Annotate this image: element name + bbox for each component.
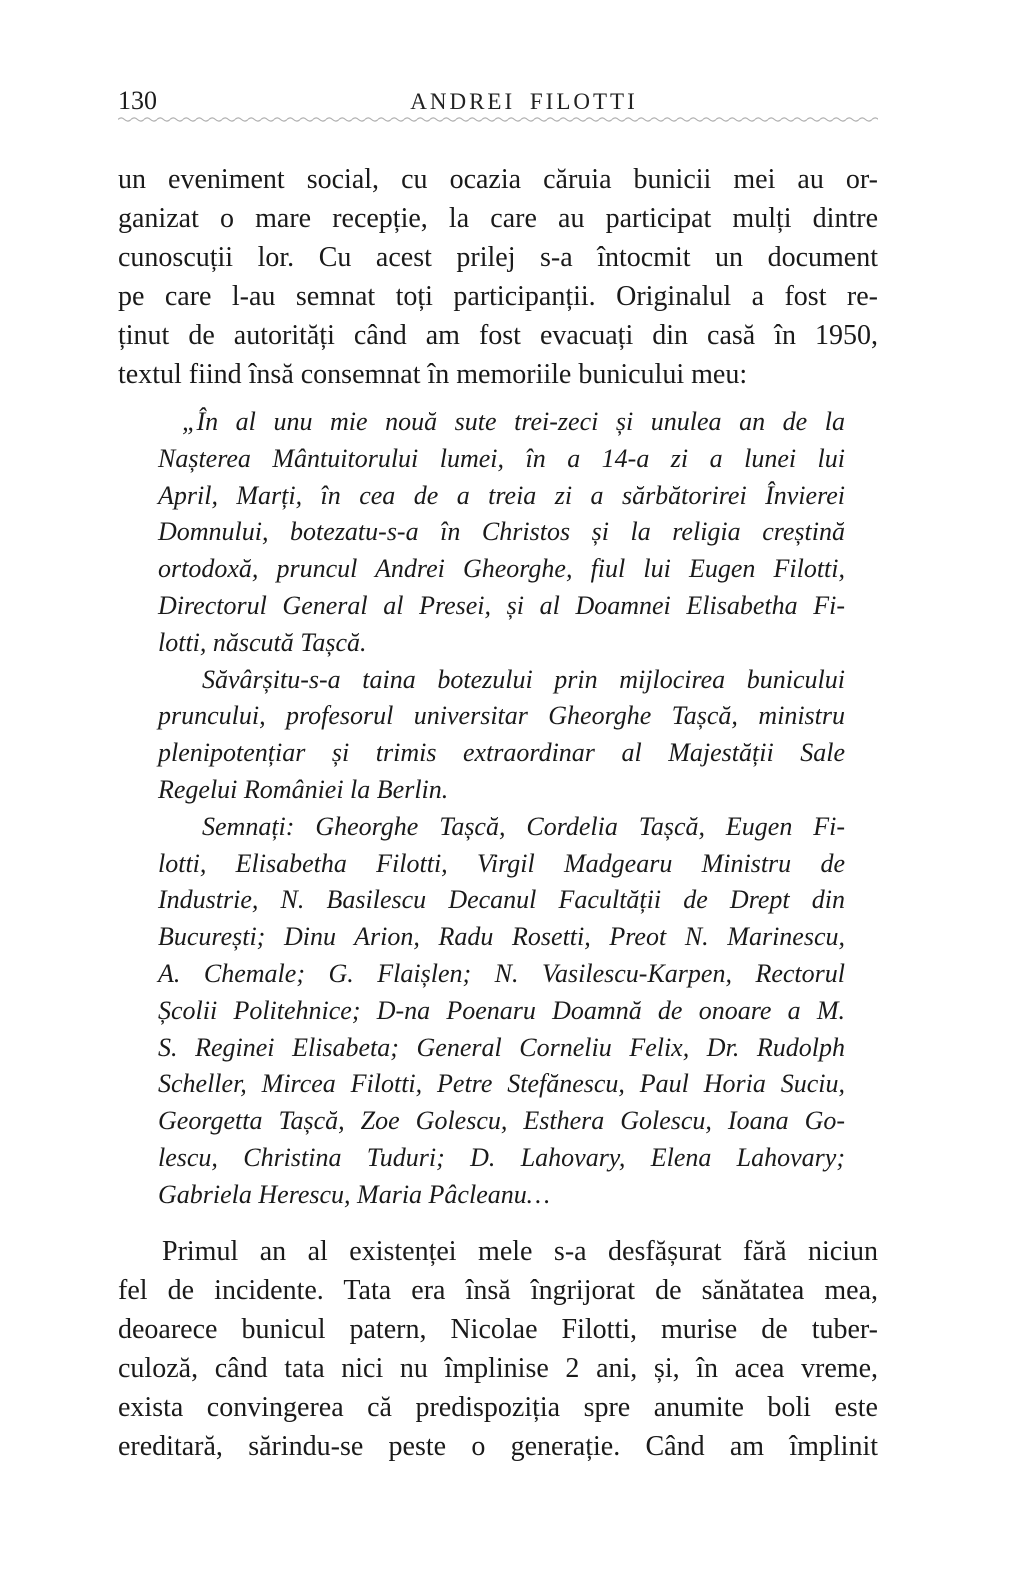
text-line: Directorul General al Presei, și al Doamnei Elisabetha Fi-: [158, 590, 845, 620]
text-line: Semnați: Gheorghe Tașcă, Cordelia Tașcă, Eugen Fi-: [202, 811, 845, 841]
text-line: plenipotențiar și trimis extraordinar al Majestății Sale: [158, 738, 845, 768]
text-line: București; Dinu Arion, Radu Rosetti, Preot N. Marinescu,: [158, 922, 845, 952]
text-line: Domnului, botezatu-s-a în Christos și la religia creștină: [158, 517, 845, 547]
text-line: lotti, Elisabetha Filotti, Virgil Madgearu Ministru de: [158, 848, 845, 878]
text-line: deoarece bunicul patern, Nicolae Filotti, murise de tuber-: [118, 1313, 878, 1345]
text-line: S. Reginei Elisabeta; General Corneliu Felix, Dr. Rudolph: [158, 1032, 845, 1062]
text-line: pe care l-au semnat toți participanții. Originalul a fost re-: [118, 281, 878, 312]
quote-paragraph: [158, 404, 845, 662]
quote-paragraph: [158, 662, 845, 809]
text-line: Primul an al existenței mele s-a desfășurat fără niciun: [162, 1235, 878, 1267]
text-line: Săvârșitu-s-a taina botezului prin mijlocirea bunicului: [202, 664, 845, 694]
text-line: Nașterea Mântuitorului lumei, în a 14-a zi a lunei lui: [158, 443, 845, 473]
text-line: Regelui României la Berlin.: [158, 774, 449, 804]
text-line: Georgetta Tașcă, Zoe Golescu, Esthera Golescu, Ioana Go-: [158, 1106, 845, 1136]
running-title: ANDREI FILOTTI: [410, 89, 638, 114]
quote-paragraph: [158, 809, 845, 1214]
text-line: ganizat o mare recepție, la care au participat mulți dintre: [118, 203, 878, 234]
text-line: A. Chemale; G. Flaișlen; N. Vasilescu-Karpen, Rectorul: [158, 958, 845, 988]
body-paragraph: [118, 160, 878, 394]
page-text: [118, 160, 878, 1466]
page-header: [118, 84, 878, 114]
text-line: ortodoxă, pruncul Andrei Gheorghe, fiul lui Eugen Filotti,: [158, 554, 845, 584]
page-number: 130: [118, 86, 157, 115]
text-line: ținut de autorități când am fost evacuați din casă în 1950,: [118, 320, 878, 351]
text-line: cunoscuții lor. Cu acest prilej s-a întocmit un document: [118, 242, 878, 273]
text-line: ereditară, sărindu-se peste o generație. Când am împlinit: [118, 1430, 878, 1462]
body-paragraph: [118, 1232, 878, 1466]
text-line: lescu, Christina Tuduri; D. Lahovary, Elena Lahovary;: [158, 1142, 845, 1172]
text-line: Școlii Politehnice; D-na Poenaru Doamnă de onoare a M.: [158, 995, 845, 1025]
text-line: culoză, când tata nici nu împlinise 2 ani, și, în acea vreme,: [118, 1352, 878, 1384]
text-line: textul fiind însă consemnat în memoriile bunicului meu:: [118, 359, 748, 390]
text-line: Scheller, Mircea Filotti, Petre Stefănescu, Paul Horia Suciu,: [158, 1069, 845, 1099]
text-line: April, Marți, în cea de a treia zi a sărbătorirei Învierei: [158, 480, 845, 510]
text-line: pruncului, profesorul universitar Gheorghe Tașcă, ministru: [158, 701, 845, 731]
text-line: lotti, născută Tașcă.: [158, 627, 367, 657]
text-line: Industrie, N. Basilescu Decanul Facultății de Drept din: [158, 885, 845, 915]
text-line: „În al unu mie nouă sute trei-zeci și unulea an de la: [182, 407, 845, 436]
text-line: un eveniment social, cu ocazia căruia bunicii mei au or-: [118, 164, 878, 195]
text-line: Gabriela Herescu, Maria Pâcleanu…: [158, 1179, 550, 1209]
text-line: exista convingerea că predispoziția spre anumite boli este: [118, 1391, 878, 1423]
text-line: fel de incidente. Tata era însă îngrijorat de sănătatea mea,: [118, 1274, 878, 1306]
wavy-divider-line: [118, 115, 878, 123]
